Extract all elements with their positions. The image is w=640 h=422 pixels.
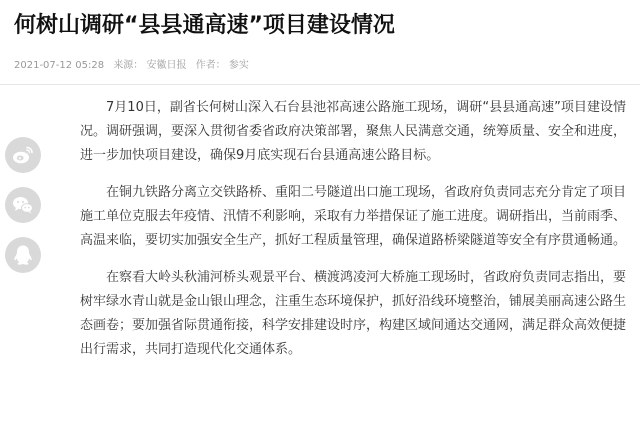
- share-wechat-button[interactable]: [5, 187, 41, 223]
- header-divider: [0, 84, 640, 85]
- wechat-icon: [12, 195, 34, 215]
- article-author: 作者： 参实: [195, 60, 249, 71]
- article-paragraph: 7月10日，副省长何树山深入石台县池祁高速公路施工现场，调研“县县通高速”项目建设情况。调研强调，要深入贯彻省委省政府决策部署，聚焦人民满意交通，统筹质量、安全和进度，进一步加快项目建设，确保9月底实现石台县通高速公路目标。: [80, 100, 627, 163]
- weibo-icon: [12, 145, 34, 165]
- article-meta: [14, 58, 255, 74]
- share-weibo-button[interactable]: [5, 137, 41, 173]
- qq-icon: [13, 244, 33, 266]
- article-source: 来源： 安徽日报: [113, 60, 187, 71]
- article-paragraph: 在铜九铁路分离立交铁路桥、重阳二号隧道出口施工现场，省政府负责同志充分肯定了项目施工单位克服去年疫情、汛情不利影响，采取有力举措保证了施工进度。调研指出，当前雨季、高温来临，要切实加强安全生产，抓好工程质量管理，确保道路桥梁隧道等安全有序贯通畅通。: [80, 185, 627, 248]
- share-qq-button[interactable]: [5, 237, 41, 273]
- article-body: [80, 96, 626, 375]
- article-title: 何树山调研“县县通高速”项目建设情况: [14, 13, 395, 38]
- article-paragraph: 在察看大岭头秋浦河桥头观景平台、横渡鸿凌河大桥施工现场时，省政府负责同志指出，要树牢绿水青山就是金山银山理念，注重生态环境保护，抓好沿线环境整治，铺展美丽高速公路生态画卷；要加强省际贯通衔接，科学安排建设时序，构建区域间通达交通网，满足群众高效便捷出行需求，共同打造现代化交通体系。: [80, 270, 627, 357]
- publish-date: 2021-07-12 05:28: [14, 60, 105, 71]
